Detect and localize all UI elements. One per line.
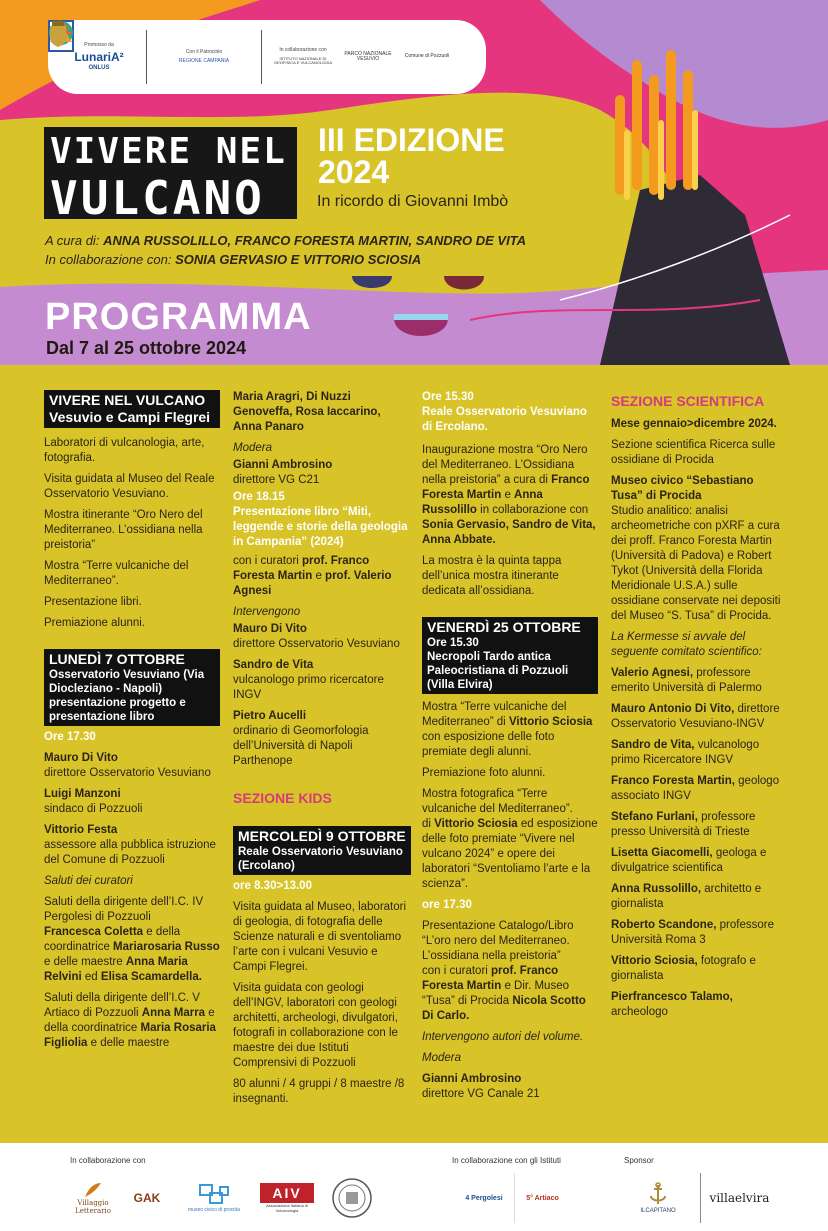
italic-note: Saluti dei curatori xyxy=(44,875,133,887)
column-1 xyxy=(44,390,220,1057)
committee-member xyxy=(611,918,787,948)
text: e della coordinatrice xyxy=(44,926,181,953)
text xyxy=(422,443,598,548)
school-artiaco-logo xyxy=(514,1173,570,1223)
person-name: Gianni Ambrosino xyxy=(422,1073,522,1085)
text: Premiazione alunni. xyxy=(44,617,146,629)
school-pergolesi-logo xyxy=(456,1173,512,1223)
curated-names: ANNA RUSSOLILLO, FRANCO FORESTA MARTIN, SANDRO DE VITA xyxy=(103,233,527,248)
museo-squares-icon xyxy=(198,1183,230,1207)
lunaria-name: LunariA² xyxy=(74,50,124,65)
logo-divider xyxy=(261,30,262,84)
gak-logo xyxy=(128,1173,166,1223)
person-name: Vittorio Sciosia, xyxy=(611,955,698,967)
person-name: Valerio Agnesi, xyxy=(611,667,694,679)
text: Anna Marra xyxy=(141,1007,206,1019)
footer-caption-sponsor: Sponsor xyxy=(624,1156,654,1165)
text: e Dir. Museo “Tusa” di Procida xyxy=(422,980,569,1007)
person-role: direttore Osservatorio Vesuviano xyxy=(233,638,400,650)
person-name: Mauro Di Vito xyxy=(44,752,118,764)
person-role: geologo associato INGV xyxy=(611,775,780,802)
edition-text: III EDIZIONE xyxy=(318,122,505,158)
text: Mostra “Terre vulcaniche del Mediterraneo” di xyxy=(422,701,567,728)
text: Vittorio Sciosia xyxy=(508,716,593,728)
logo-text: 5° Artiaco xyxy=(526,1194,559,1202)
patron-caption: Con il Patrocinio xyxy=(185,49,223,55)
section-kids-heading: SEZIONE KIDS xyxy=(233,790,332,806)
text: Elisa Scamardella. xyxy=(100,971,202,983)
text: Saluti della dirigente dell’I.C. IV Pergolesi di Pozzuoli xyxy=(44,896,204,923)
text: e xyxy=(312,570,326,582)
person-name: Pietro Aucelli xyxy=(233,710,307,722)
text: Mostra “Terre vulcaniche del Mediterraneo”. xyxy=(44,560,189,587)
museum-name: Museo civico “Sebastiano Tusa” di Procida xyxy=(611,475,754,502)
ingv-logo xyxy=(274,48,332,65)
poster-header xyxy=(0,0,828,365)
section-scientific-heading: SEZIONE SCIENTIFICA xyxy=(611,393,765,409)
person-role: direttore Osservatorio Vesuviano xyxy=(44,767,211,779)
person-role: vulcanologo primo ricercatore INGV xyxy=(233,674,384,701)
text: Vittorio Sciosia xyxy=(434,818,518,830)
person-role: assessore alla pubblica istruzione del Comune di Pozzuoli xyxy=(44,839,216,866)
text: prof. Valerio Agnesi xyxy=(233,570,392,597)
intro-box-title: VIVERE NEL VULCANO xyxy=(49,392,206,408)
text: di xyxy=(422,818,435,830)
text: Studio analitico: analisi archeometriche con pXRF a cura dei proff. Franco Foresta Martin (Università di Padova) e Robert Tykot (Università della Florida Meridionale U.S.A.) sulle ossidiane conservate nei depositi del Museo “S. Tusa” di Procida. xyxy=(611,505,781,622)
logo-text: museo civico di procida xyxy=(188,1207,240,1213)
ingv-name: ISTITUTO NAZIONALE DI GEOFISICA E VULCANOLOGIA xyxy=(274,55,333,66)
person-name: Vittorio Festa xyxy=(44,824,118,836)
column-4 xyxy=(611,390,787,1026)
person-name: Franco Foresta Martin, xyxy=(611,775,735,787)
italic-note: Intervengono xyxy=(233,606,301,618)
text: Presentazione Catalogo/Libro “L’oro nero del Mediterraneo. L’ossidiana nella preistoria” xyxy=(422,920,574,962)
text: Maria Rosaria Figliolia xyxy=(44,1022,216,1049)
day-title: MERCOLEDÌ 9 OTTOBRE xyxy=(238,828,406,844)
curated-by xyxy=(45,233,526,248)
text: ed xyxy=(81,971,101,983)
text: con i curatori xyxy=(422,965,492,977)
time: ore 17.30 xyxy=(422,899,472,911)
venue: Reale Osservatorio Vesuviano di Ercolano. xyxy=(422,406,587,433)
regione-name: REGIONE CAMPANIA xyxy=(178,57,230,64)
institution-seal-logo xyxy=(330,1173,374,1223)
committee-member xyxy=(611,666,787,696)
title-line2: VULCANO xyxy=(50,171,265,225)
person-name: Sandro de Vita, xyxy=(611,739,695,751)
text: Premiazione foto alunni. xyxy=(422,767,546,779)
logo-text: 4 Pergolesi xyxy=(465,1194,503,1202)
text: Visita guidata con geologi dell’INGV, laboratori con geologi architetti, archeologi, divulgatori, fotografi in collaborazione con le maestre dei due Istituti Comprensivi di Pozzuoli xyxy=(233,982,398,1069)
text: Saluti della dirigente dell’I.C. V Artiaco di Pozzuoli xyxy=(44,992,200,1019)
text xyxy=(422,817,598,892)
text: Sonia Gervasio, Sandro de Vita, Anna Abbate. xyxy=(422,519,596,546)
day-time: Ore 15.30 xyxy=(427,637,479,649)
comune-crest-icon xyxy=(48,20,68,48)
lunaria-logo xyxy=(64,43,134,71)
text: prof. Franco Foresta Martin xyxy=(422,965,559,992)
person-role: professore emerito Università di Palermo xyxy=(611,667,762,694)
footer-caption-schools: In collaborazione con gli Istituti xyxy=(452,1156,561,1165)
day-subtitle: Reale Osservatorio Vesuviano (Ercolano) xyxy=(238,846,403,872)
person-role: geologa e divulgatrice scientifica xyxy=(611,847,767,874)
footer-caption-collab: In collaborazione con xyxy=(70,1156,146,1165)
time: ore 8.30>13.00 xyxy=(233,880,312,892)
committee-member xyxy=(611,810,787,840)
text: Visita guidata al Museo del Reale Osservatorio Vesuviano. xyxy=(44,473,215,500)
day-title: VENERDÌ 25 OTTOBRE xyxy=(427,619,581,635)
sponsor-logo-strip xyxy=(48,20,486,94)
parco-vesuvio-logo xyxy=(344,52,392,63)
programma-heading: PROGRAMMA xyxy=(45,296,312,338)
committee-member xyxy=(611,846,787,876)
logo-text: Villaggio Letterario xyxy=(75,1199,111,1215)
time: Ore 18.15 xyxy=(233,491,285,503)
dedication: In ricordo di Giovanni Imbò xyxy=(317,193,509,210)
seal-icon xyxy=(331,1177,373,1219)
person-role: professore presso Università di Trieste xyxy=(611,811,756,838)
edition-year: 2024 xyxy=(318,154,390,190)
person-role: direttore Osservatorio Vesuviano-INGV xyxy=(611,703,780,730)
person-name: Gianni Ambrosino xyxy=(233,459,333,471)
text: Anna Maria Relvini xyxy=(44,956,188,983)
museo-procida-logo xyxy=(188,1173,240,1223)
italic-note: Modera xyxy=(422,1052,461,1064)
intro-box xyxy=(44,390,220,428)
collaboration xyxy=(45,252,421,267)
person-role: vulcanologo primo Ricercatore INGV xyxy=(611,739,760,766)
text: prof. Franco Foresta Martin xyxy=(233,555,370,582)
comune-name: Comune di Pozzuoli xyxy=(404,53,450,60)
person-name: Roberto Scandone, xyxy=(611,919,717,931)
person-role: professore Università Roma 3 xyxy=(611,919,774,946)
logo-divider xyxy=(146,30,147,84)
day-title: LUNEDÌ 7 OTTOBRE xyxy=(49,651,185,667)
text: e della coordinatrice xyxy=(44,1007,215,1034)
text: ed esposizione delle foto premiate “Vivere nel vulcano 2024” e opere dei laboratori “Sventoliamo l’arte e la scienza”. xyxy=(422,818,598,890)
text: La mostra è la quinta tappa dell’unica mostra itinerante dedicata all’ossidiana. xyxy=(422,555,562,597)
promoter-caption: Promosso da xyxy=(84,41,114,48)
text: e xyxy=(501,489,515,501)
lunaria-sub: ONLUS xyxy=(88,64,110,71)
time: Ore 15.30 xyxy=(422,391,474,403)
person-name: Lisetta Giacomelli, xyxy=(611,847,713,859)
edition-label xyxy=(318,124,505,188)
logo-text: ILCAPITANO xyxy=(640,1208,676,1214)
collab-caption: In collaborazione con xyxy=(279,47,327,54)
logo-text: villaelvira xyxy=(709,1191,770,1205)
person-role: architetto e giornalista xyxy=(611,883,762,910)
parco-name: PARCO NAZIONALE VESUVIO xyxy=(344,50,392,62)
text: Anna Russolillo xyxy=(422,489,543,516)
person-name: Pierfrancesco Talamo, xyxy=(611,991,733,1003)
book-title: Presentazione libro “Miti, leggende e storie della geologia in Campania” (2024) xyxy=(233,506,408,548)
person-name: Luigi Manzoni xyxy=(44,788,121,800)
committee-member xyxy=(611,702,787,732)
intro-box-subtitle: Vesuvio e Campi Flegrei xyxy=(49,409,211,425)
programma-dates: Dal 7 al 25 ottobre 2024 xyxy=(46,338,247,358)
column-3 xyxy=(422,390,598,1108)
person-role: direttore VG Canale 21 xyxy=(422,1088,540,1100)
anchor-icon xyxy=(647,1182,669,1208)
text: Mese gennaio>dicembre 2024. xyxy=(611,418,777,430)
person-name: Sandro de Vita xyxy=(233,659,314,671)
text: Sezione scientifica Ricerca sulle ossidiane di Procida xyxy=(611,439,776,466)
text: e delle maestre xyxy=(87,1037,170,1049)
italic-note: Intervengono autori del volume. xyxy=(422,1031,584,1043)
person-role: direttore VG C21 xyxy=(233,474,320,486)
text: 80 alunni / 4 gruppi / 8 maestre /8 insegnanti. xyxy=(233,1078,405,1105)
aiv-logo xyxy=(256,1173,318,1223)
italic-note: La Kermesse si avvale del seguente comitato scientifico: xyxy=(611,631,762,658)
il-capitano-logo xyxy=(628,1173,688,1223)
collab-label: In collaborazione con: xyxy=(45,252,172,267)
regione-campania-logo xyxy=(159,50,249,64)
text: e delle maestre xyxy=(44,956,126,968)
text: Laboratori di vulcanologia, arte, fotografia. xyxy=(44,437,205,464)
text xyxy=(44,925,220,985)
person-role: sindaco di Pozzuoli xyxy=(44,803,143,815)
committee-member xyxy=(611,954,787,984)
person-name: Mauro Di Vito xyxy=(233,623,307,635)
text: con i curatori xyxy=(233,555,303,567)
committee-member xyxy=(611,990,787,1020)
text: Nicola Scotto Di Carlo. xyxy=(422,995,586,1022)
person-name: Stefano Furlani, xyxy=(611,811,698,823)
person-name: Mauro Antonio Di Vito, xyxy=(611,703,735,715)
text: Inaugurazione mostra “Oro Nero del Mediterraneo. L’Ossidiana nella preistoria” a cura di xyxy=(422,444,588,486)
text: Mostra fotografica “Terre vulcaniche del Mediterraneo”. xyxy=(422,788,573,815)
villaggio-letterario-logo xyxy=(72,1173,114,1223)
day-box-mercoledi xyxy=(233,826,411,875)
person-name: Anna Russolillo, xyxy=(611,883,702,895)
text: Francesca Coletta xyxy=(44,926,144,938)
curated-label: A cura di: xyxy=(45,233,100,248)
column-2 xyxy=(233,390,411,1113)
footer-partners xyxy=(0,1143,828,1231)
text xyxy=(44,895,220,925)
comune-pozzuoli-logo xyxy=(404,54,450,60)
logo-subtext: Associazione Italiana di Vulcanologia xyxy=(266,1203,308,1213)
day-subtitle: Osservatorio Vesuviano (Via Diocleziano - Napoli) presentazione progetto e presentazione libro xyxy=(49,669,205,723)
day-subtitle: Necropoli Tardo antica Paleocristiana di Pozzuoli (Villa Elvira) xyxy=(427,651,569,691)
text: Mariarosaria Russo xyxy=(113,941,220,953)
text: con esposizione delle foto premiate degli alunni. xyxy=(422,731,555,758)
committee-member xyxy=(611,738,787,768)
logo-text: AIV xyxy=(260,1183,313,1203)
day-box-venerdi xyxy=(422,617,598,694)
text xyxy=(233,554,411,599)
text: Franco Foresta Martin xyxy=(422,474,590,501)
day-box-lunedi xyxy=(44,649,220,726)
committee-member xyxy=(611,882,787,912)
person-role: ordinario di Geomorfologia dell’Università di Napoli Parthenope xyxy=(233,725,369,767)
text xyxy=(422,700,598,760)
villa-elvira-logo xyxy=(700,1173,778,1223)
italic-note: Modera xyxy=(233,442,272,454)
text: Visita guidata al Museo, laboratori di geologia, di fotografia delle Scienze naturali e di sventoliamo l’arte con i vulcani Vesuvio e Campi Flegrei. xyxy=(233,901,407,973)
collab-names: SONIA GERVASIO E VITTORIO SCIOSIA xyxy=(175,252,422,267)
text: Presentazione libri. xyxy=(44,596,142,608)
text xyxy=(44,991,220,1051)
committee-member xyxy=(611,774,787,804)
text: Mostra itinerante “Oro Nero del Mediterraneo. L’ossidiana nella preistoria” xyxy=(44,509,203,551)
event-title xyxy=(44,127,297,225)
text xyxy=(422,964,598,1024)
text: Maria Aragri, Di Nuzzi Genoveffa, Rosa Iaccarino, Anna Panaro xyxy=(233,391,381,433)
title-line1: VIVERE NEL xyxy=(50,131,287,172)
person-role: fotografo e giornalista xyxy=(611,955,756,982)
villaggio-feather-icon xyxy=(83,1181,103,1199)
person-role: archeologo xyxy=(611,1006,668,1018)
logo-text: GAK xyxy=(133,1191,161,1205)
text: in collaborazione con xyxy=(476,504,589,516)
time: Ore 17.30 xyxy=(44,731,96,743)
